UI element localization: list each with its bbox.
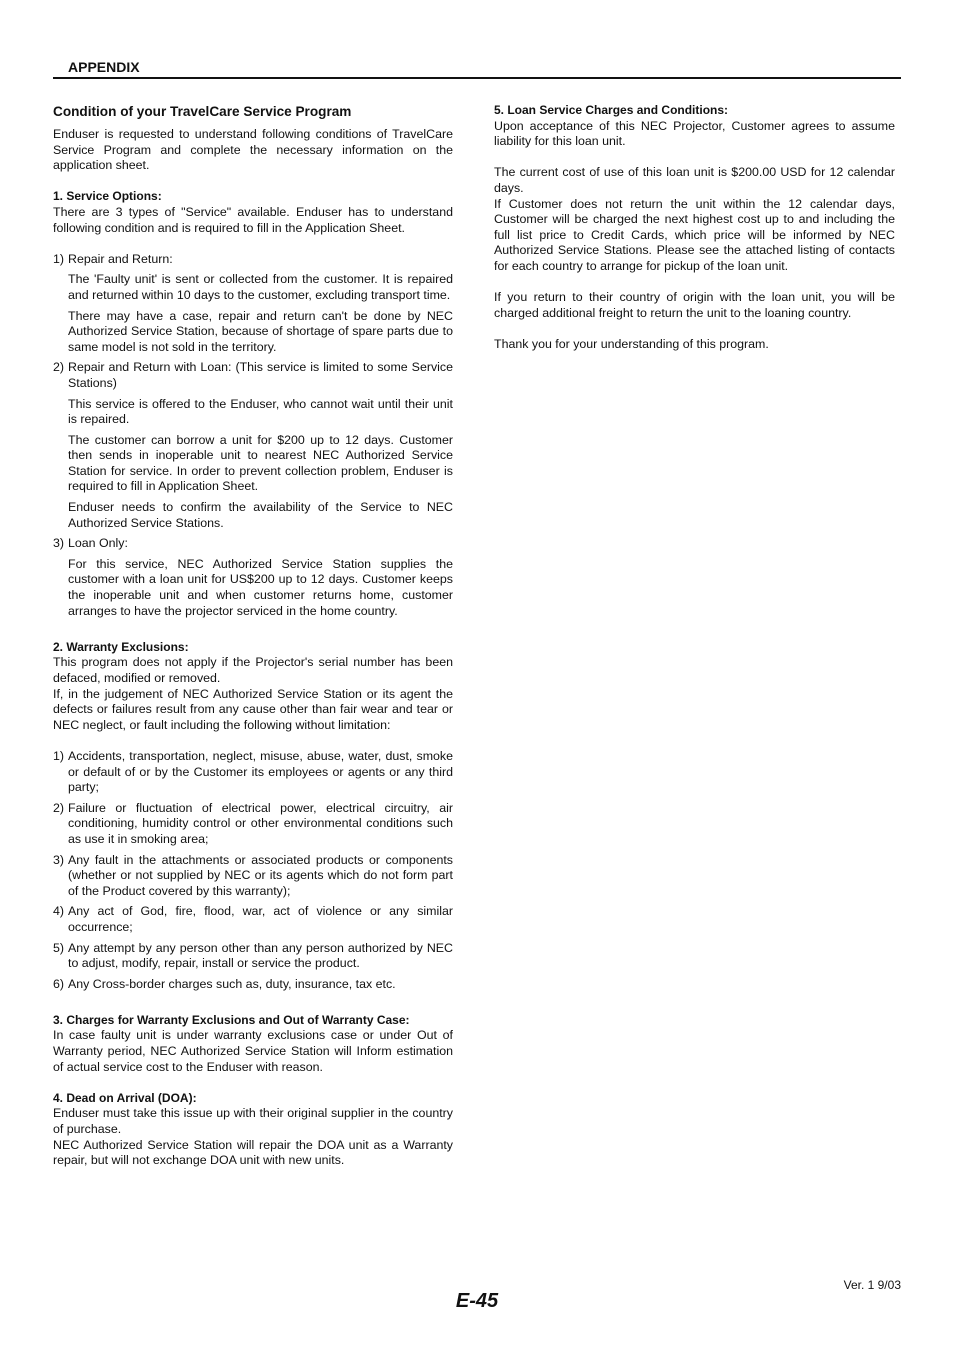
item-number: 2) xyxy=(53,800,65,815)
section-5-paragraph-3: If Customer does not return the unit within the 12 calendar days, Customer will be charged the next highest cost up to and including the full list price to Credit Cards, which price will be informed by NEC Authorized Service Stations. Please see the attached listing of contacts for each country to arrange for pickup of the loan unit. xyxy=(494,196,895,273)
section-5-paragraph-5: Thank you for your understanding of this program. xyxy=(494,336,769,351)
service-option-1 xyxy=(53,252,453,268)
exclusion-item xyxy=(53,853,453,900)
item-text: Any Cross-border charges such as, duty, insurance, tax etc. xyxy=(68,976,396,991)
item-number: 3) xyxy=(53,852,65,867)
section-5-paragraph-1: Upon acceptance of this NEC Projector, Customer agrees to assume liability for this loan unit. xyxy=(494,118,895,149)
item-number: 6) xyxy=(53,976,65,991)
exclusion-item xyxy=(53,941,453,972)
service-option-2 xyxy=(53,360,453,391)
item-text: Accidents, transportation, neglect, misuse, abuse, water, dust, smoke or default of or by the Customer its employees or agents or any third party; xyxy=(68,748,453,795)
section-3-text: In case faulty unit is under warranty exclusions case or under Out of Warranty period, NEC Authorized Service Station will Inform estimation of actual service cost to the Enduser with reason. xyxy=(53,1028,453,1074)
item-text: Any fault in the attachments or associated products or components (whether or not supplied by NEC or its agents which do not form part of the Product covered by this warranty); xyxy=(68,852,453,898)
section-2-paragraph-2: If, in the judgement of NEC Authorized Service Station or its agent the defects or failures result from any cause other than fair wear and tear or NEC neglect, or fault including the following without limitation: xyxy=(53,686,453,732)
option-1-paragraph-1: The 'Faulty unit' is sent or collected from the customer. It is repaired and returned within 10 days to the customer, excluding transport time. xyxy=(68,272,453,302)
option-label: Loan Only: xyxy=(68,536,128,551)
section-5-paragraph-2: The current cost of use of this loan unit is $200.00 USD for 12 calendar days. xyxy=(494,165,895,195)
section-2-paragraph-1: This program does not apply if the Projector's serial number has been defaced, modified or removed. xyxy=(53,655,453,685)
option-number: 2) xyxy=(53,360,65,375)
section-2-heading: 2. Warranty Exclusions: xyxy=(53,639,189,654)
version-label: Ver. 1 9/03 xyxy=(843,1278,901,1292)
item-number: 5) xyxy=(53,940,65,955)
section-1-heading: 1. Service Options: xyxy=(53,189,162,204)
left-column xyxy=(53,103,453,1169)
option-2-paragraph-3: Enduser needs to confirm the availability of the Service to NEC Authorized Service Stations. xyxy=(68,500,453,530)
section-4-paragraph-2: NEC Authorized Service Station will repair the DOA unit as a Warranty repair, but will not exchange DOA unit with new units. xyxy=(53,1137,453,1168)
option-2-paragraph-2: The customer can borrow a unit for $200 up to 12 days. Customer then sends in inoperable unit to nearest NEC Authorized Service Station for service. In order to prevent collection problem, Enduser is required to fill in Application Sheet. xyxy=(68,432,453,494)
option-label: Repair and Return: xyxy=(68,251,173,266)
option-number: 1) xyxy=(53,251,65,266)
option-number: 3) xyxy=(53,536,65,551)
section-4-paragraph-1: Enduser must take this issue up with their original supplier in the country of purchase. xyxy=(53,1106,453,1137)
section-3-heading: 3. Charges for Warranty Exclusions and Out of Warranty Case: xyxy=(53,1012,410,1027)
item-number: 1) xyxy=(53,748,65,763)
page-number: E-45 xyxy=(455,1290,499,1312)
section-5-heading: 5. Loan Service Charges and Conditions: xyxy=(494,103,729,117)
option-3-paragraph-1: For this service, NEC Authorized Service Station supplies the customer with a loan unit for US$200 up to 12 days. Customer keeps the inoperable unit and when customer returns home, customer arranges to have the projector serviced in the home country. xyxy=(68,556,453,618)
exclusion-item xyxy=(53,801,453,848)
item-text: Failure or fluctuation of electrical power, electrical circuitry, air conditioning, humidity control or other environmental conditions such as use it in smoking area; xyxy=(68,800,453,846)
header-divider xyxy=(53,77,901,79)
item-number: 4) xyxy=(53,904,65,919)
item-text: Any act of God, fire, flood, war, act of violence or any similar occurrence; xyxy=(68,904,453,934)
option-label: Repair and Return with Loan: (This service is limited to some Service Stations) xyxy=(68,360,453,390)
page-title: Condition of your TravelCare Service Program xyxy=(53,104,352,119)
exclusion-item xyxy=(53,749,453,796)
option-2-paragraph-1: This service is offered to the Enduser, who cannot wait until their unit is repaired. xyxy=(68,396,453,427)
exclusion-item xyxy=(53,977,453,993)
section-header: APPENDIX xyxy=(68,59,140,75)
intro-paragraph: Enduser is requested to understand following conditions of TravelCare Service Program and complete the necessary information on the application sheet. xyxy=(53,127,453,173)
service-option-3 xyxy=(53,536,453,552)
section-5-paragraph-4: If you return to their country of origin with the loan unit, you will be charged additional freight to return the unit to the loaning country. xyxy=(494,290,895,320)
section-1-text: There are 3 types of "Service" available. Enduser has to understand following condition and is required to fill in the Application Sheet. xyxy=(53,204,453,235)
section-4-heading: 4. Dead on Arrival (DOA): xyxy=(53,1090,197,1105)
option-1-paragraph-2: There may have a case, repair and return can't be done by NEC Authorized Service Station, because of shortage of spare parts due to same model is not sold in the territory. xyxy=(68,308,453,354)
item-text: Any attempt by any person other than any person authorized by NEC to adjust, modify, repair, install or service the product. xyxy=(68,940,453,971)
exclusion-item xyxy=(53,904,453,935)
right-column xyxy=(494,103,895,353)
